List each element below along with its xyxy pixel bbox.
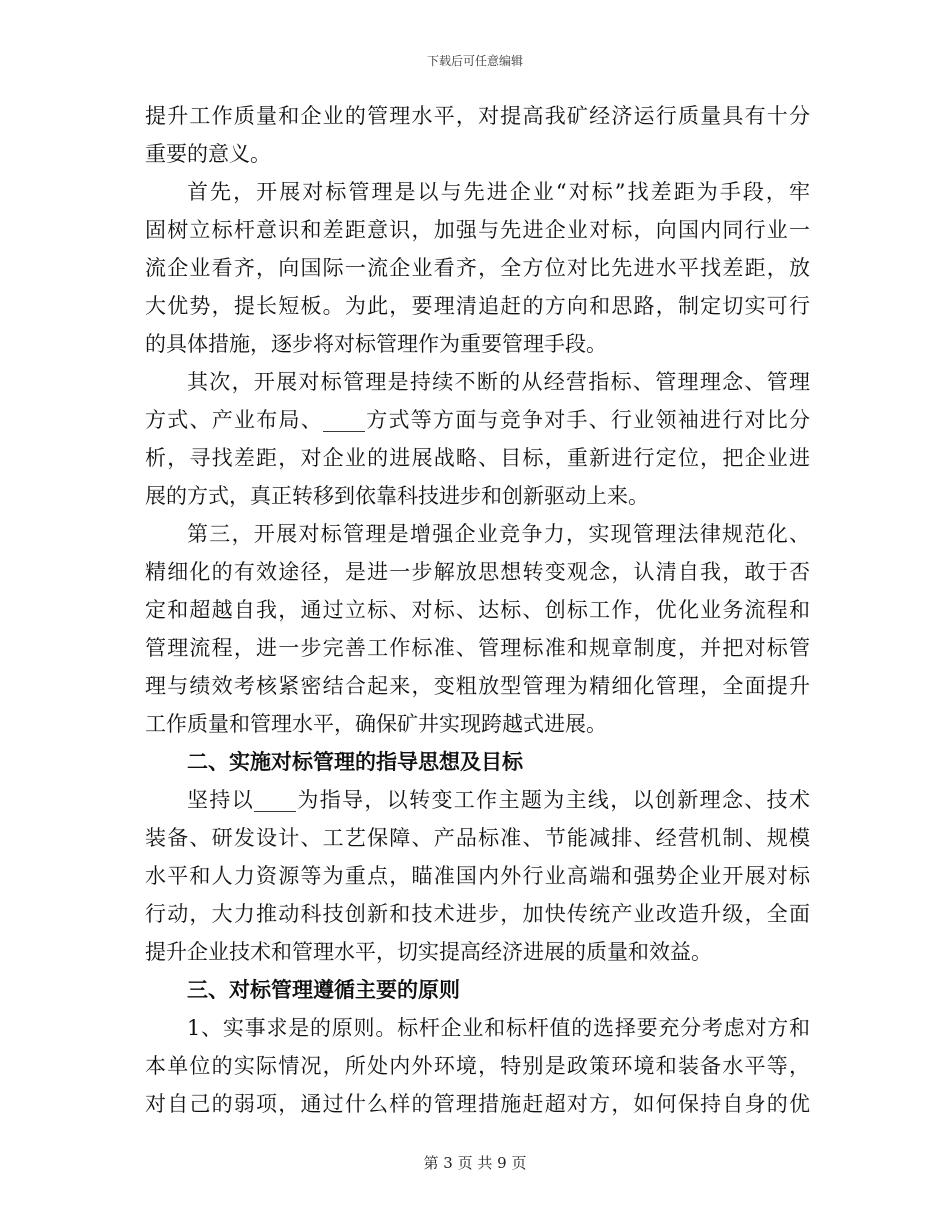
text-line: 首先，开展对标管理是以与先进企业“对标”找差距为手段，牢	[187, 180, 810, 204]
text-line: 大优势，提长短板。为此，要理清追赶的方向和思路，制定切实可行	[145, 294, 810, 318]
section-heading: 三、对标管理遵循主要的原则	[187, 978, 460, 1002]
text-line: 重要的意义。	[145, 142, 271, 166]
document-body	[145, 97, 810, 1123]
section-heading: 二、实施对标管理的指导思想及目标	[187, 750, 523, 774]
text-line: 析，寻找差距，对企业的进展战略、目标，重新进行定位，把企业进	[145, 446, 810, 470]
text-line: 定和超越自我，通过立标、对标、达标、创标工作，优化业务流程和	[145, 598, 810, 622]
text-line: 本单位的实际情况，所处内外环境，特别是政策环境和装备水平等，	[145, 1054, 810, 1078]
text-line: 行动，大力推动科技创新和技术进步，加快传统产业改造升级，全面	[145, 902, 810, 926]
text-line: 提升工作质量和企业的管理水平，对提高我矿经济运行质量具有十分	[145, 104, 810, 128]
text-line: 方式、产业布局、____方式等方面与竞争对手、行业领袖进行对比分	[145, 408, 810, 432]
text-line: 展的方式，真正转移到依靠科技进步和创新驱动上来。	[145, 484, 649, 508]
text-line: 1、实事求是的原则。标杆企业和标杆值的选择要充分考虑对方和	[187, 1016, 810, 1040]
text-line: 的具体措施，逐步将对标管理作为重要管理手段。	[145, 332, 607, 356]
text-line: 流企业看齐，向国际一流企业看齐，全方位对比先进水平找差距，放	[145, 256, 810, 280]
text-line: 固树立标杆意识和差距意识，加强与先进企业对标，向国内同行业一	[145, 218, 810, 242]
text-line: 精细化的有效途径，是进一步解放思想转变观念，认清自我，敢于否	[145, 560, 810, 584]
text-line: 管理流程，进一步完善工作标准、管理标准和规章制度，并把对标管	[145, 636, 810, 660]
page-header: 下载后可任意编辑	[426, 54, 523, 68]
text-line: 装备、研发设计、工艺保障、产品标准、节能减排、经营机制、规模	[145, 826, 810, 850]
page-footer: 第 3 页 共 9 页	[423, 1154, 527, 1172]
text-line: 提升企业技术和管理水平，切实提高经济进展的质量和效益。	[145, 940, 712, 964]
text-line: 坚持以____为指导，以转变工作主题为主线，以创新理念、技术	[187, 788, 810, 812]
text-line: 其次，开展对标管理是持续不断的从经营指标、管理理念、管理	[187, 370, 810, 394]
text-line: 水平和人力资源等为重点，瞄准国内外行业高端和强势企业开展对标	[145, 864, 810, 888]
text-line: 理与绩效考核紧密结合起来，变粗放型管理为精细化管理，全面提升	[145, 674, 810, 698]
text-line: 对自己的弱项，通过什么样的管理措施赶超对方，如何保持自身的优	[145, 1092, 810, 1116]
text-line: 工作质量和管理水平，确保矿井实现跨越式进展。	[145, 712, 607, 736]
text-line: 第三，开展对标管理是增强企业竞争力，实现管理法律规范化、	[187, 522, 810, 546]
